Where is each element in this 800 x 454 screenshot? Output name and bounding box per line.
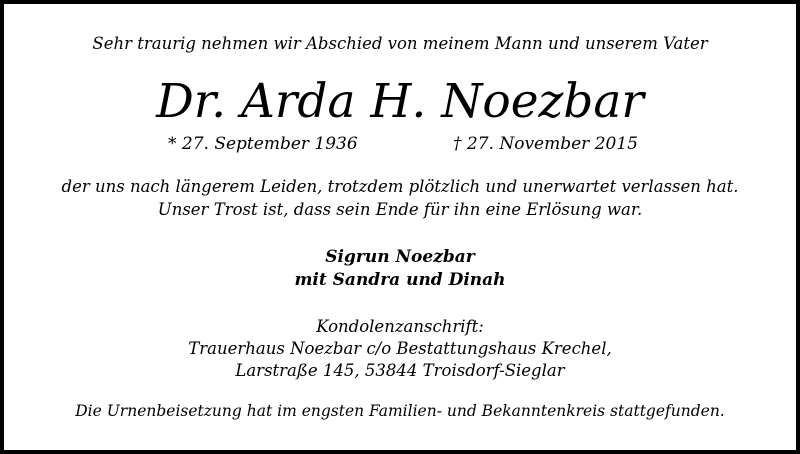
death-date: † 27. November 2015 — [453, 134, 638, 154]
address-label: Kondolenzanschrift: — [316, 317, 484, 336]
closing-text: Die Urnenbeisetzung hat im engsten Familien- und Bekanntenkreis stattgefunden. — [75, 402, 725, 420]
birth-date: * 27. September 1936 — [168, 134, 358, 154]
family-signature: Sigrun Noezbar — [325, 247, 475, 267]
message-line: Unser Trost ist, dass sein Ende für ihn eine Erlösung war. — [157, 200, 643, 219]
intro-text: Sehr traurig nehmen wir Abschied von meinem Mann und unserem Vater — [92, 34, 708, 53]
deceased-name: Dr. Arda H. Noezbar — [156, 74, 644, 129]
message-line: der uns nach längerem Leiden, trotzdem plötzlich und unerwartet verlassen hat. — [61, 177, 739, 196]
address-line: Trauerhaus Noezbar c/o Bestattungshaus Krechel, — [188, 339, 612, 358]
family-signature: mit Sandra und Dinah — [294, 270, 506, 290]
address-line: Larstraße 145, 53844 Troisdorf-Sieglar — [235, 361, 565, 380]
